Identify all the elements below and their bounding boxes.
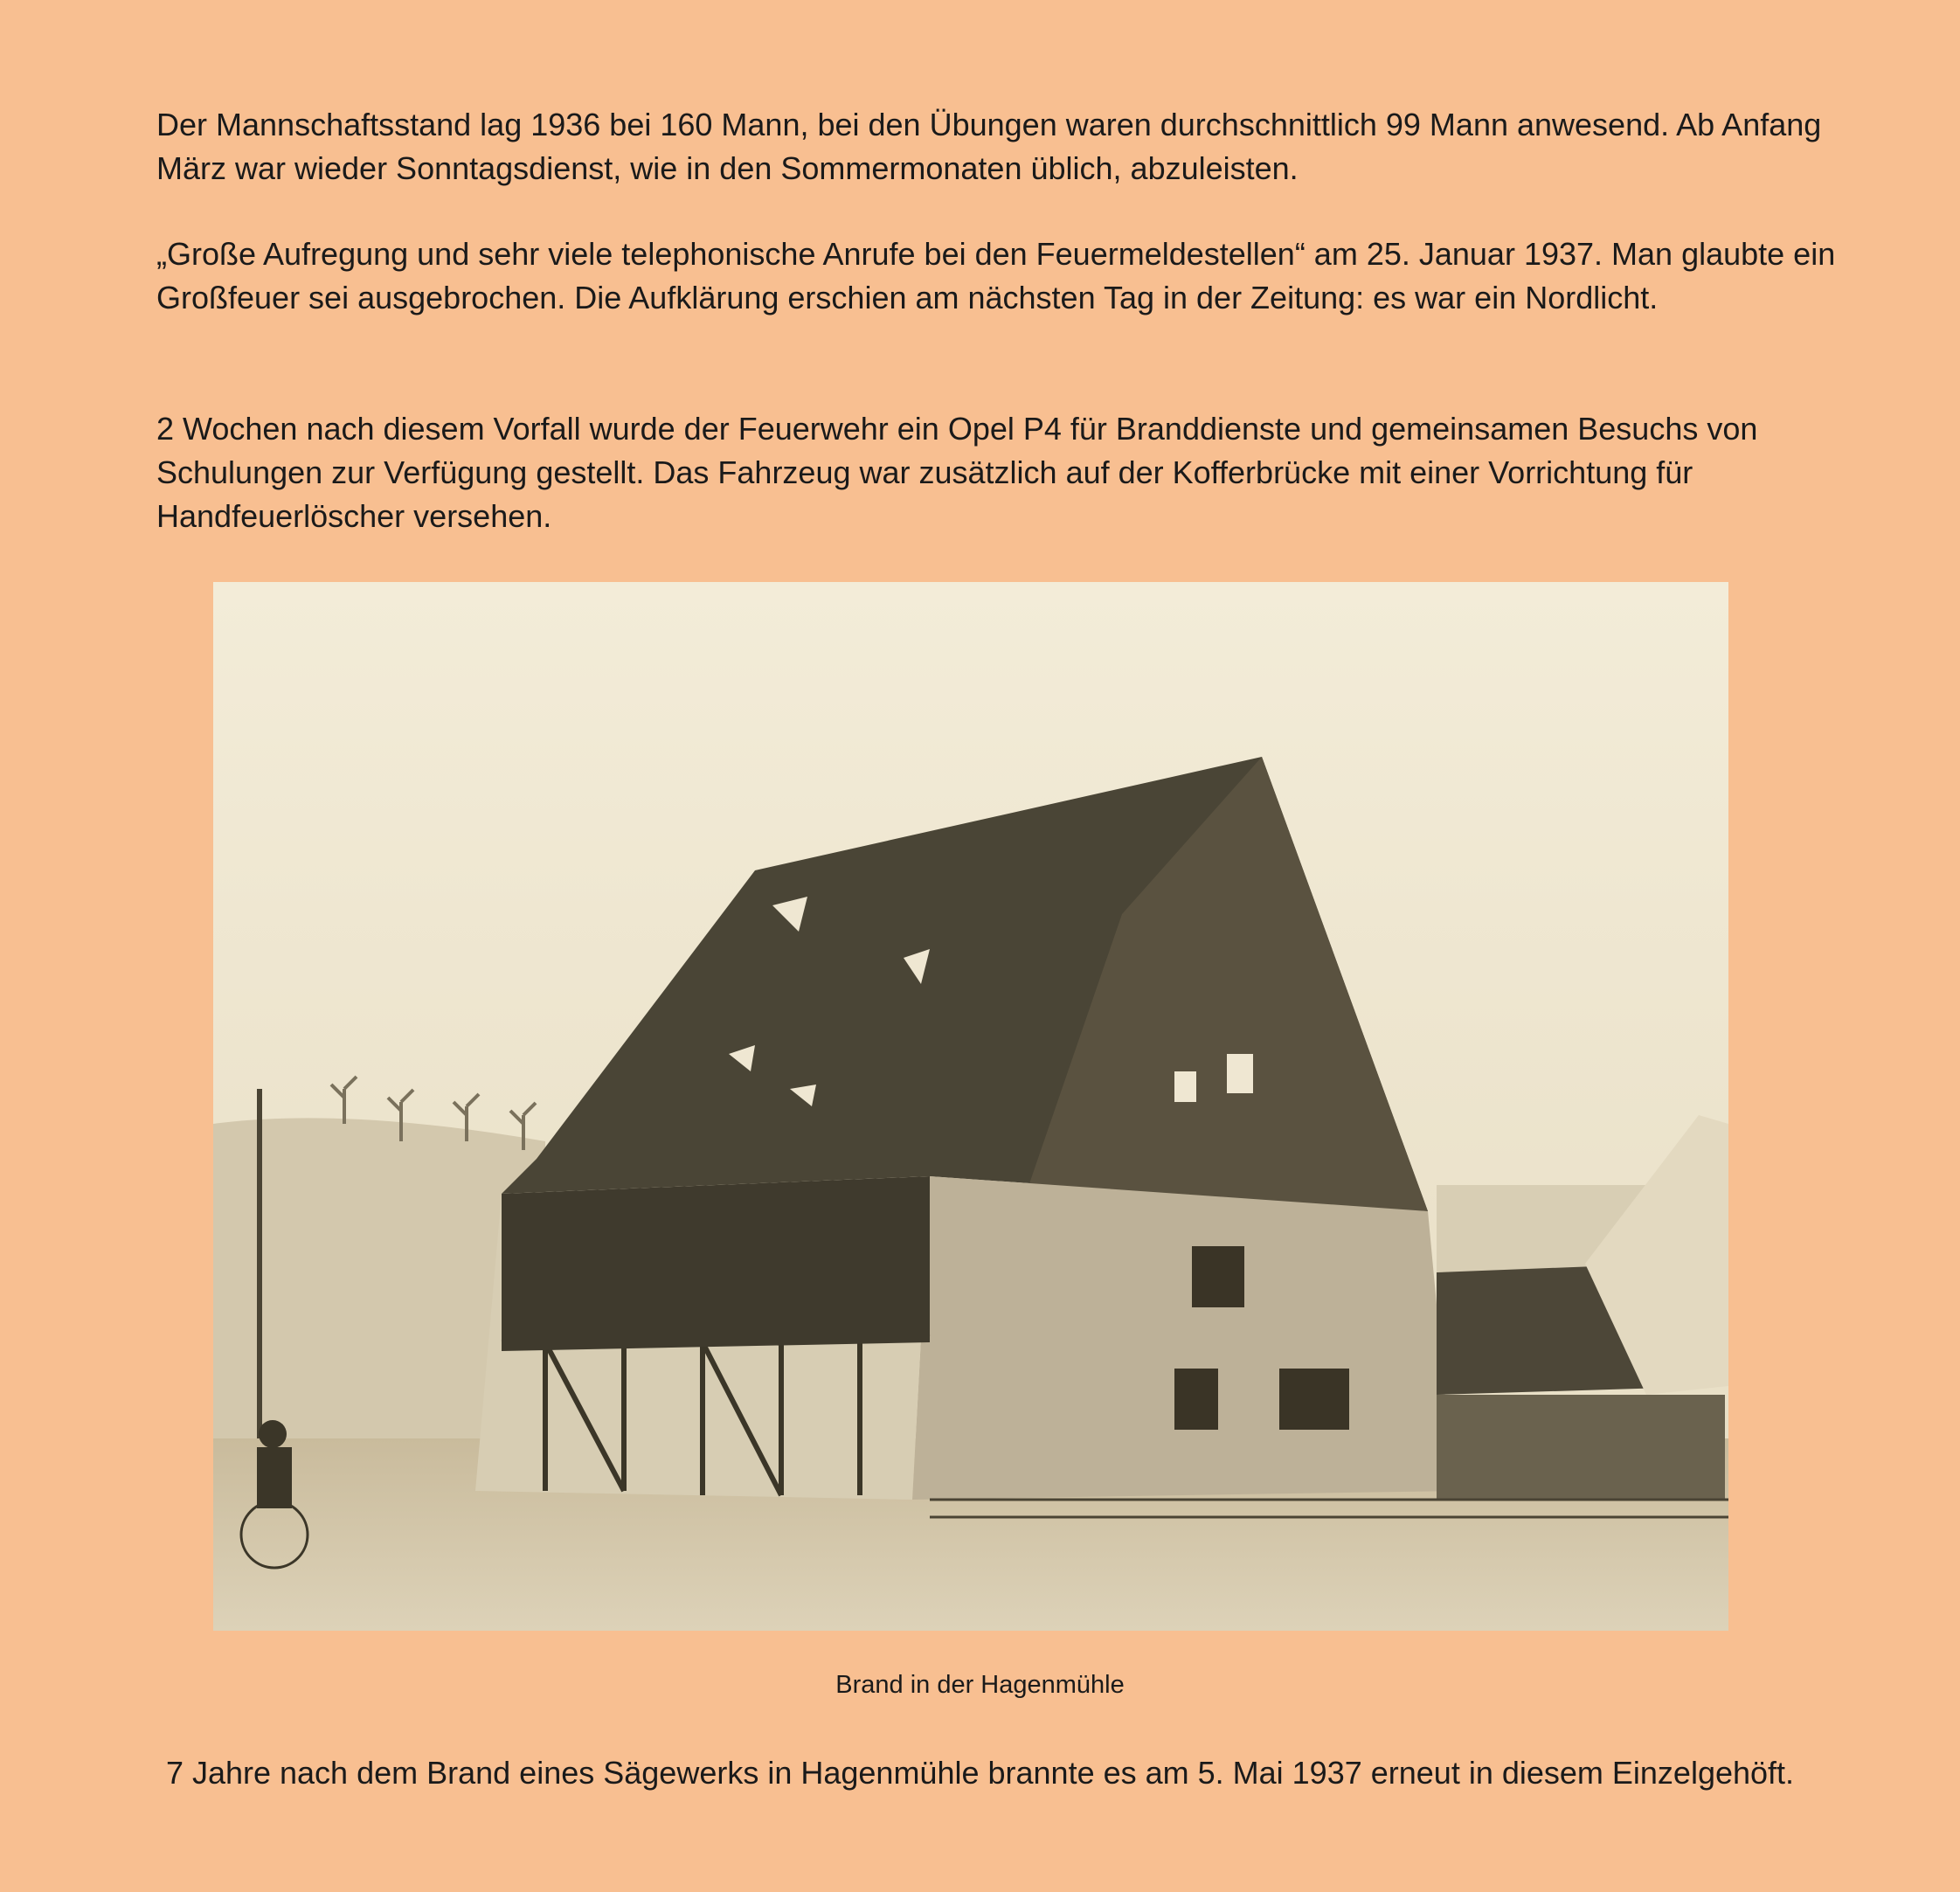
historic-photo-burned-mill xyxy=(213,582,1728,1631)
paragraph-opel-vehicle: 2 Wochen nach diesem Vorfall wurde der Feuerwehr ein Opel P4 für Branddienste und gemeinsamen Besuchs von Schulungen zur Verfügung gestellt. Das Fahrzeug war zusätzlich auf der Kofferbrücke mit einer Vorrichtung für Handfeuerlöscher versehen. xyxy=(156,411,1758,534)
photo-caption: Brand in der Hagenmühle xyxy=(835,1671,1125,1699)
paragraph-manpower: Der Mannschaftsstand lag 1936 bei 160 Mann, bei den Übungen waren durchschnittlich 99 Mann anwesend. Ab Anfang März war wieder Sonntagsdienst, wie in den Sommermonaten üblich, abzuleisten. xyxy=(156,107,1822,186)
paragraph-northern-lights: „Große Aufregung und sehr viele telephonische Anrufe bei den Feuermeldestellen“ am 25. Januar 1937. Man glaubte ein Großfeuer sei ausgebrochen. Die Aufklärung erschien am nächsten Tag in der Zeitung: es war ein Nordlicht. xyxy=(156,236,1836,315)
footer-text: 7 Jahre nach dem Brand eines Sägewerks in Hagenmühle brannte es am 5. Mai 1937 erneut in diesem Einzelgehöft. xyxy=(165,1755,1795,1791)
